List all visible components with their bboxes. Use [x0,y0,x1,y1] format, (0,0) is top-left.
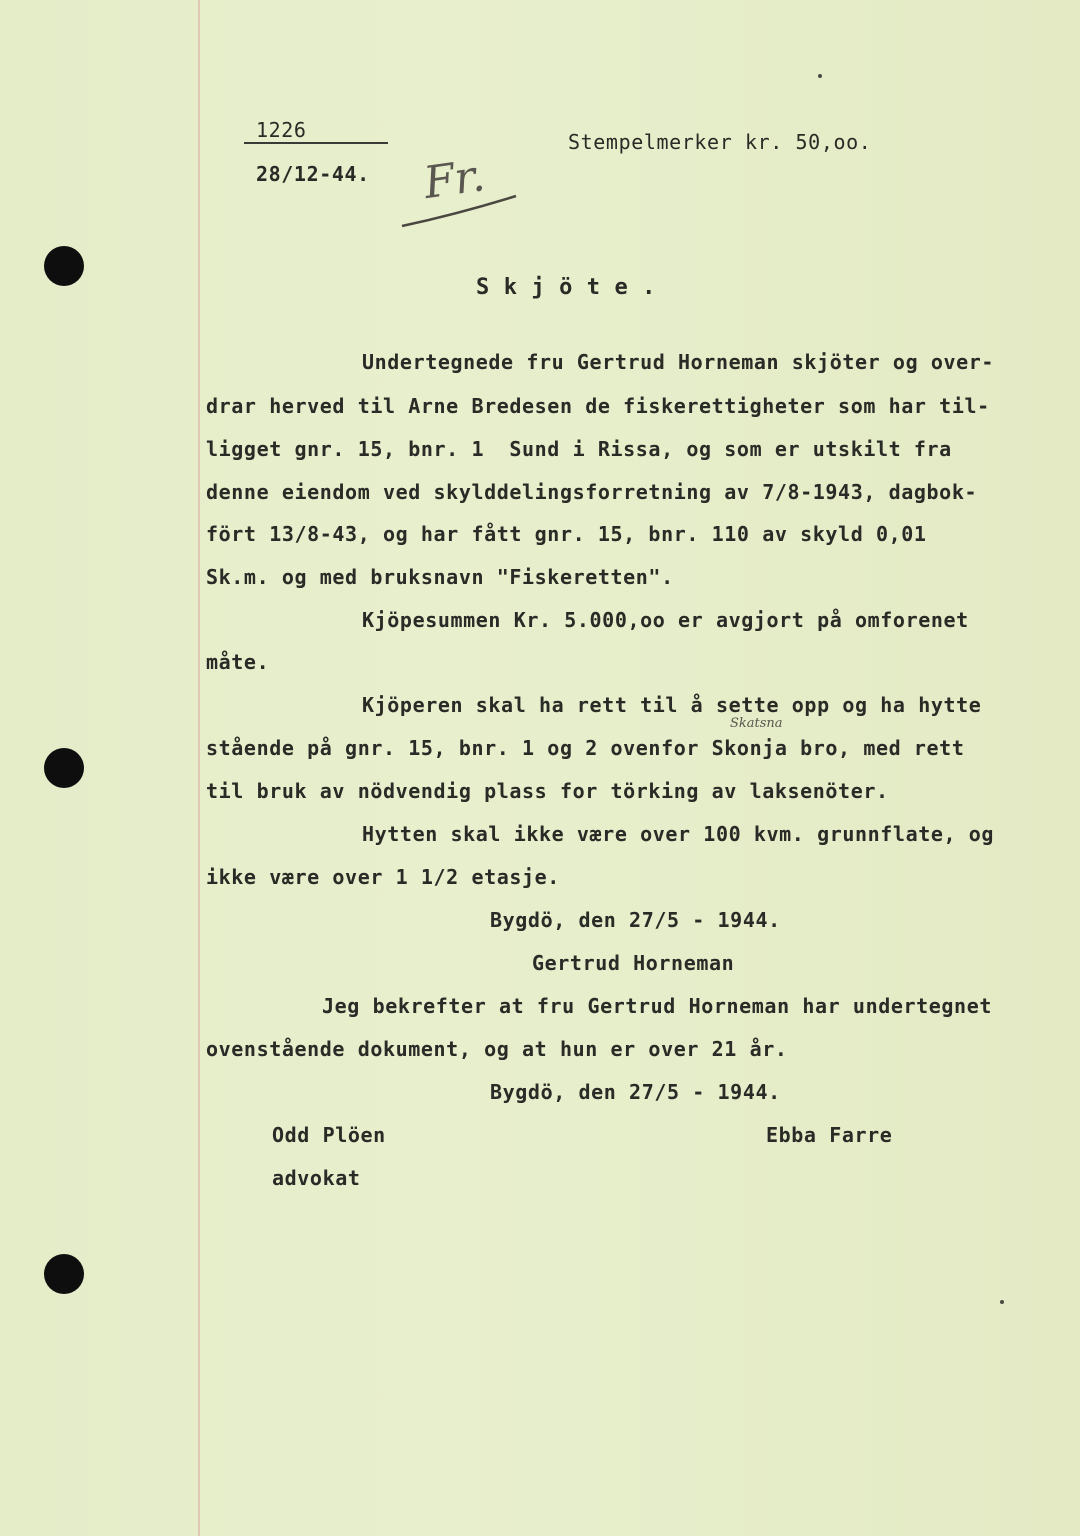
body-line-7: Kjöpesummen Kr. 5.000,oo er avgjort på omforenet [362,608,969,632]
body-line-10: stående på gnr. 15, bnr. 1 og 2 ovenfor Skonja bro, med rett [206,736,965,760]
punch-hole-top [44,246,84,286]
punch-hole-middle [44,748,84,788]
witness-1-name: Odd Plöen [272,1123,386,1147]
speck [818,74,822,78]
body-line-6: Sk.m. og med bruksnavn "Fiskeretten". [206,565,674,589]
document-title: S k j ö t e . [476,275,656,300]
body-line-4: denne eiendom ved skylddelingsforretning av 7/8-1943, dagbok- [206,480,978,504]
body-line-2: drar herved til Arne Bredesen de fiskerettigheter som har til- [206,394,990,418]
body-line-3: ligget gnr. 15, bnr. 1 Sund i Rissa, og som er utskilt fra [206,437,952,461]
body-line-11: til bruk av nödvendig plass for törking av laksenöter. [206,779,889,803]
body-line-5: fört 13/8-43, og har fått gnr. 15, bnr. 110 av skyld 0,01 [206,522,927,546]
punch-hole-bottom [44,1254,84,1294]
place-date-2: Bygdö, den 27/5 - 1944. [490,1080,781,1104]
confirmation-line-2: ovenstående dokument, og at hun er over 21 år. [206,1037,788,1061]
margin-line [198,0,200,1536]
witness-1-title: advokat [272,1166,361,1190]
initials-flourish [398,188,522,232]
place-date-1: Bygdö, den 27/5 - 1944. [490,908,781,932]
reference-underline [244,142,388,144]
handwritten-initials: Fr. [420,150,488,209]
body-line-9: Kjöperen skal ha rett til å sette opp og ha hytte [362,693,982,717]
reference-number: 1226 [256,118,307,142]
body-line-12: Hytten skal ikke være over 100 kvm. grunnflate, og [362,822,995,846]
confirmation-line-1: Jeg bekrefter at fru Gertrud Horneman har undertegnet [322,994,992,1018]
body-line-13: ikke være over 1 1/2 etasje. [206,865,560,889]
body-line-1: Undertegnede fru Gertrud Horneman skjöter og over- [362,350,995,374]
speck [1000,1300,1004,1304]
stamp-duty-note: Stempelmerker kr. 50,oo. [568,130,872,154]
witness-2-name: Ebba Farre [766,1123,893,1147]
handwritten-correction: Skatsna [730,716,783,731]
signer-name: Gertrud Horneman [532,951,735,975]
entry-date: 28/12-44. [256,162,370,186]
body-line-8: måte. [206,650,270,674]
